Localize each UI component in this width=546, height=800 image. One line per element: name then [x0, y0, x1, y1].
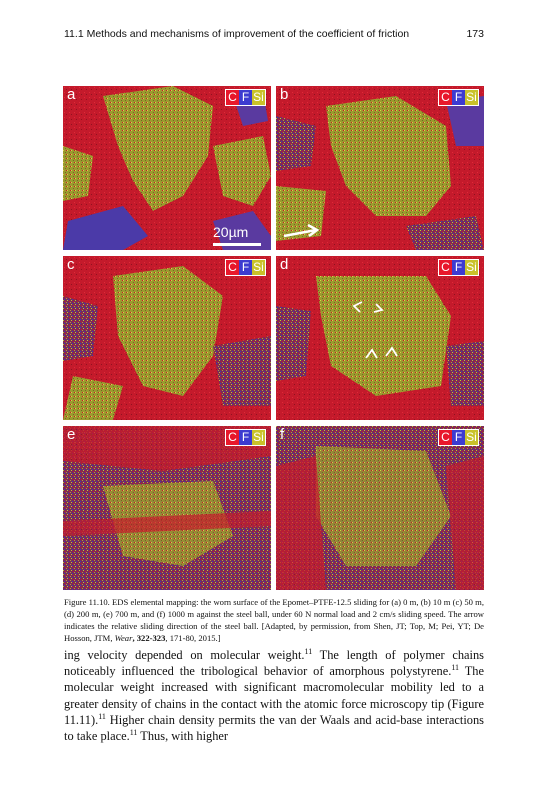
eds-map-d: [276, 256, 484, 420]
legend-fluorine: F: [239, 260, 252, 275]
legend-silicon: Si: [466, 260, 477, 274]
sentence: The length of polymer chains noticeably influenced the tribological behavior of amorphous polystyrene.: [64, 648, 484, 679]
legend-carbon: C: [226, 430, 239, 445]
sentence: Thus, with higher: [137, 729, 229, 744]
caption-volume: , 322-323: [132, 633, 166, 643]
sentence: The molecular weight increased with significant macromolecular mobility led to a greater density of chains in the contact with the atomic force microscopy tip (Figure 11.11).: [64, 664, 485, 727]
running-header: [64, 28, 484, 42]
eds-map-c: [63, 256, 271, 420]
eds-map-b: [276, 86, 484, 250]
scale-bar: [213, 224, 263, 246]
panel-label: f: [280, 426, 285, 443]
legend-fluorine: F: [452, 430, 465, 445]
element-legend: [225, 89, 266, 106]
legend-silicon: Si: [466, 430, 477, 444]
element-legend: [438, 259, 479, 276]
legend-carbon: C: [226, 260, 239, 275]
figure-caption: [64, 596, 484, 644]
eds-map-f: [276, 426, 484, 590]
legend-carbon: C: [439, 430, 452, 445]
scale-bar-line: [213, 243, 261, 246]
legend-silicon: Si: [466, 90, 477, 104]
section-title: 11.1 Methods and mechanisms of improvement of the coefficient of friction: [64, 28, 410, 40]
legend-carbon: C: [439, 90, 452, 105]
citation-ref[interactable]: 11: [304, 646, 313, 656]
legend-silicon: Si: [253, 260, 264, 274]
panel-d: [276, 256, 484, 420]
element-legend: [225, 429, 266, 446]
element-legend: [438, 429, 479, 446]
eds-map-e: [63, 426, 271, 590]
legend-fluorine: F: [452, 260, 465, 275]
legend-fluorine: F: [239, 430, 252, 445]
panel-c: [63, 256, 271, 420]
legend-carbon: C: [439, 260, 452, 275]
sentence: Higher chain density permits the van der Waals and acid-base interactions to take place.: [64, 712, 484, 744]
panel-label: e: [67, 426, 76, 443]
panel-label: c: [67, 256, 75, 273]
legend-carbon: C: [226, 90, 239, 105]
panel-e: [63, 426, 271, 590]
scale-bar-label: 20µm: [213, 224, 249, 240]
panel-label: a: [67, 86, 76, 103]
legend-silicon: Si: [253, 430, 264, 444]
citation-ref[interactable]: 11: [98, 711, 106, 721]
citation-ref[interactable]: 11: [451, 663, 460, 673]
panel-a: [63, 86, 271, 250]
legend-fluorine: F: [452, 90, 465, 105]
sentence: ing velocity depended on molecular weight.: [64, 648, 305, 662]
panel-label: d: [280, 256, 289, 273]
panel-label: b: [280, 86, 289, 103]
panel-f: [276, 426, 484, 590]
page-number: 173: [466, 28, 484, 40]
caption-tail: , 171-80, 2015.]: [165, 633, 221, 643]
figure-eds-maps: [63, 86, 484, 590]
caption-text: Figure 11.10. EDS elemental mapping: the worn surface of the Epomet–PTFE-12.5 sliding for (a) 0 m, (b) 10 m (c) 50 m, (d) 200 m, (e) 700 m, and (f) 1000 m against the steel ball, under 60 N normal load and 2 cm/s sliding speed. The arrow indicates the relative sliding direction of the steel ball. [Adapted, by permission, from Shen, JT; Top, M; Pei, YT; De Hosson, JTM,: [64, 597, 484, 643]
element-legend: [225, 259, 266, 276]
caption-journal: Wear: [114, 633, 133, 643]
element-legend: [438, 89, 479, 106]
body-paragraph: [64, 647, 484, 744]
panel-b: [276, 86, 484, 250]
legend-silicon: Si: [253, 90, 264, 104]
citation-ref[interactable]: 11: [129, 727, 138, 737]
legend-fluorine: F: [239, 90, 252, 105]
